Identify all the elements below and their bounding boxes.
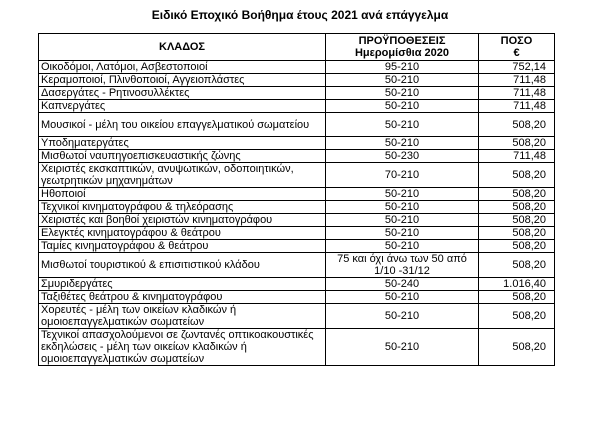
cell-sector: Τεχνικοί απασχολούμενοι σε ζωντανές οπτικοακουστικές εκδηλώσεις - μέλη των οικείων κλαδικών ή ομοιοεπαγγελματικών σωματείων [39, 329, 326, 366]
document-title: Ειδικό Εποχικό Βοήθημα έτους 2021 ανά επάγγελμα [151, 8, 449, 22]
benefit-table [38, 33, 555, 366]
cell-condition: 50-210 [326, 227, 479, 240]
table-row [39, 150, 555, 163]
cell-condition: 70-210 [326, 163, 479, 188]
cell-amount: 508,20 [479, 291, 555, 304]
cell-condition: 50-210 [326, 214, 479, 227]
cell-sector: Χειριστές εκσκαπτικών, ανυψωτικών, οδοποιητικών, γεωτρητικών μηχανημάτων [39, 163, 326, 188]
cell-condition: 50-240 [326, 278, 479, 291]
header-conditions [326, 34, 479, 61]
header-conditions-line2: Ημερομίσθια 2020 [354, 47, 450, 59]
table-row [39, 137, 555, 150]
cell-condition: 50-210 [326, 188, 479, 201]
cell-amount: 711,48 [479, 87, 555, 100]
table-row [39, 74, 555, 87]
cell-condition: 50-210 [326, 201, 479, 214]
cell-amount: 508,20 [479, 240, 555, 253]
cell-amount: 508,20 [479, 329, 555, 366]
cell-amount: 711,48 [479, 74, 555, 87]
cell-sector: Κεραμοποιοί, Πλινθοποιοί, Αγγειοπλάστες [39, 74, 326, 87]
table-row [39, 291, 555, 304]
cell-amount: 508,20 [479, 253, 555, 278]
cell-sector: Χειριστές και βοηθοί χειριστών κινηματογράφου [39, 214, 326, 227]
table-row [39, 240, 555, 253]
cell-sector: Τεχνικοί κινηματογράφου & τηλεόρασης [39, 201, 326, 214]
table-row [39, 329, 555, 366]
header-conditions-line1: ΠΡΟΫΠΟΘΕΣΕΙΣ [358, 35, 446, 47]
cell-sector: Καπνεργάτες [39, 100, 326, 113]
table-row [39, 278, 555, 291]
table-row [39, 163, 555, 188]
header-sector: ΚΛΑΔΟΣ [39, 34, 326, 61]
cell-condition: 75 και όχι άνω των 50 από 1/10 -31/12 [326, 253, 479, 278]
cell-condition: 50-210 [326, 240, 479, 253]
table-row [39, 61, 555, 74]
header-amount [479, 34, 555, 61]
cell-condition: 50-210 [326, 100, 479, 113]
cell-amount: 508,20 [479, 163, 555, 188]
table-row [39, 113, 555, 137]
table-header-row [39, 34, 555, 61]
cell-amount: 508,20 [479, 201, 555, 214]
cell-sector: Ταξιθέτες θεάτρου & κινηματογράφου [39, 291, 326, 304]
cell-sector: Ηθοποιοί [39, 188, 326, 201]
cell-sector: Οικοδόμοι, Λατόμοι, Ασβεστοποιοί [39, 61, 326, 74]
table-row [39, 100, 555, 113]
cell-amount: 752,14 [479, 61, 555, 74]
cell-sector: Μισθωτοί τουριστικού & επισιτιστικού κλάδου [39, 253, 326, 278]
cell-amount: 508,20 [479, 113, 555, 137]
table-row [39, 214, 555, 227]
cell-amount: 711,48 [479, 100, 555, 113]
cell-sector: Χορευτές - μέλη των οικείων κλαδικών ή ομοιοεπαγγελματικών σωματείων [39, 304, 326, 329]
cell-condition: 50-210 [326, 87, 479, 100]
cell-amount: 1.016,40 [479, 278, 555, 291]
cell-condition: 50-230 [326, 150, 479, 163]
cell-sector: Ελεγκτές κινηματογράφου & θεάτρου [39, 227, 326, 240]
cell-amount: 508,20 [479, 304, 555, 329]
table-row [39, 201, 555, 214]
header-amount-line2: € [513, 47, 520, 59]
cell-amount: 508,20 [479, 188, 555, 201]
cell-amount: 508,20 [479, 137, 555, 150]
cell-sector: Μισθωτοί ναυπηγοεπισκευαστικής ζώνης [39, 150, 326, 163]
cell-condition: 50-210 [326, 304, 479, 329]
table-row [39, 87, 555, 100]
cell-sector: Μουσικοί - μέλη του οικείου επαγγελματικού σωματείου [39, 113, 326, 137]
cell-sector: Σμυριδεργάτες [39, 278, 326, 291]
cell-condition: 50-210 [326, 74, 479, 87]
table-row [39, 304, 555, 329]
cell-sector: Υποδηματεργάτες [39, 137, 326, 150]
cell-amount: 508,20 [479, 227, 555, 240]
cell-amount: 508,20 [479, 214, 555, 227]
cell-condition: 50-210 [326, 137, 479, 150]
cell-sector: Ταμίες κινηματογράφου & θεάτρου [39, 240, 326, 253]
table-row [39, 227, 555, 240]
table-row [39, 253, 555, 278]
cell-condition: 50-210 [326, 113, 479, 137]
cell-condition: 50-210 [326, 329, 479, 366]
cell-condition: 95-210 [326, 61, 479, 74]
cell-condition: 50-210 [326, 291, 479, 304]
table-body [39, 61, 555, 366]
cell-sector: Δασεργάτες - Ρητινοσυλλέκτες [39, 87, 326, 100]
table-row [39, 188, 555, 201]
header-amount-line1: ΠΟΣΟ [500, 35, 533, 47]
cell-amount: 711,48 [479, 150, 555, 163]
